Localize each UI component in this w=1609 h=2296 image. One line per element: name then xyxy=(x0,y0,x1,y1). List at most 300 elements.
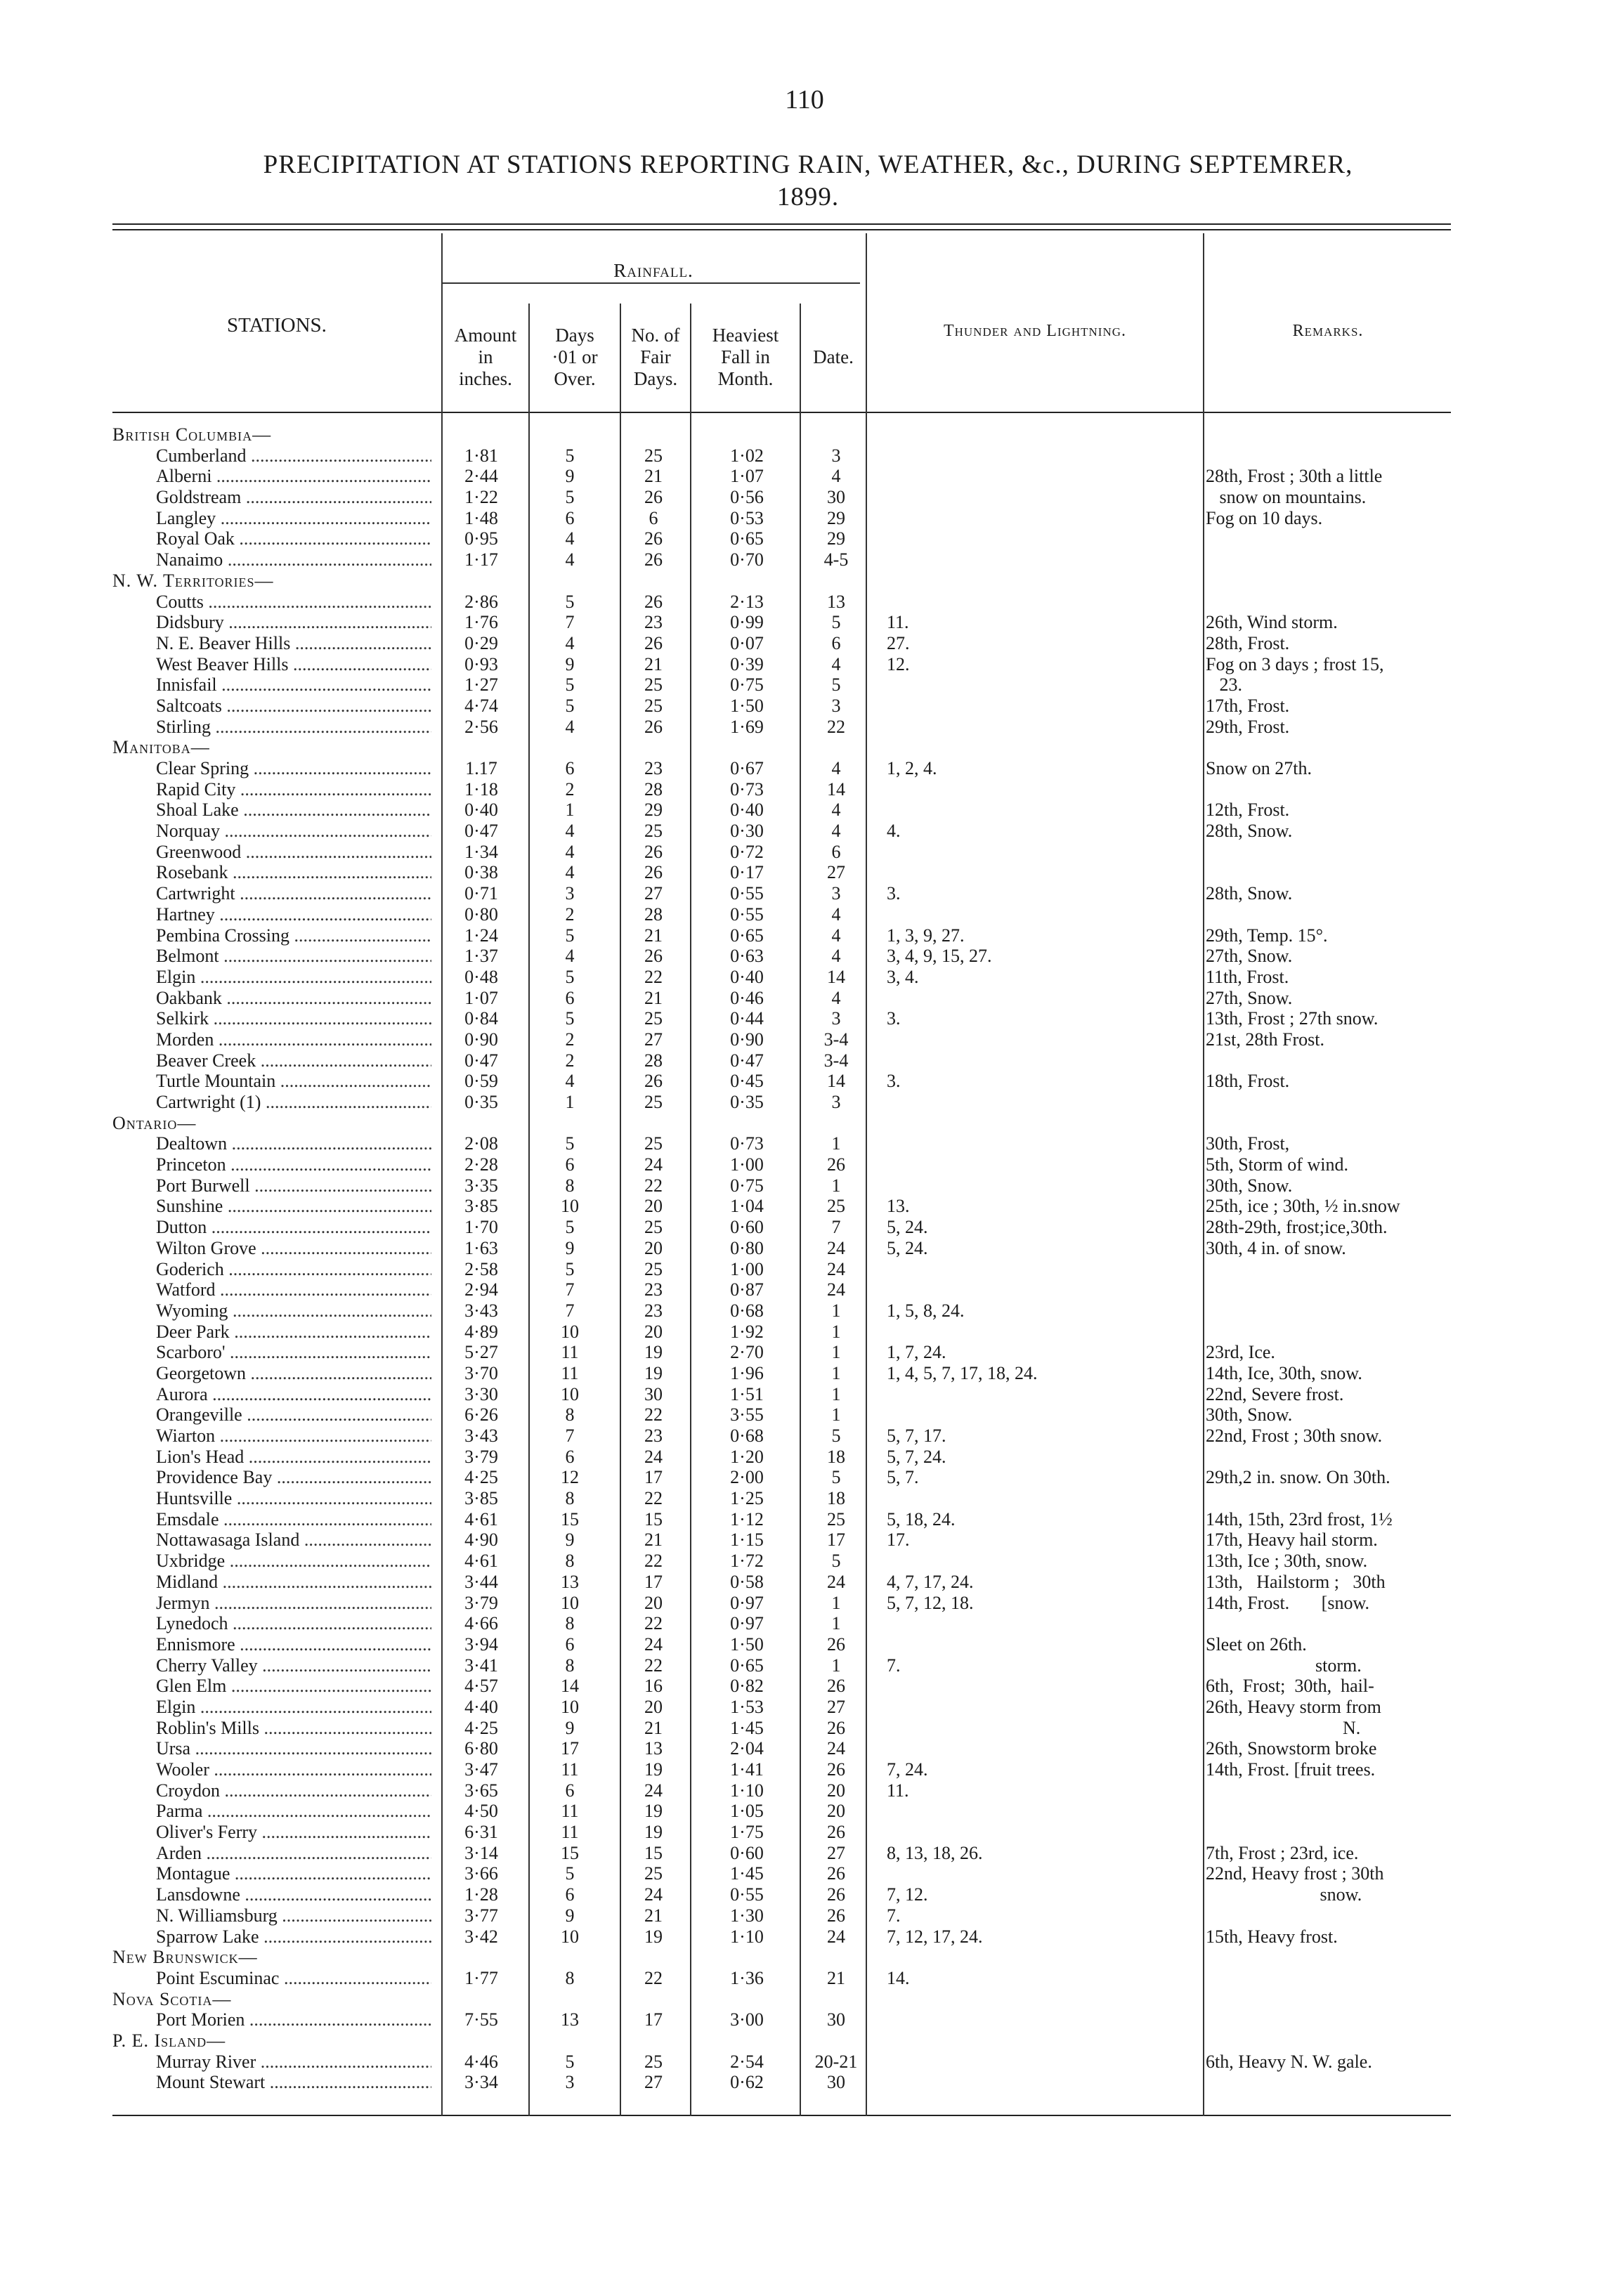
fair-days-cell: 25 xyxy=(644,445,663,466)
station-name: Glen Elm ..... xyxy=(156,1676,431,1697)
amount-cell: 0·35 xyxy=(464,1092,498,1112)
heaviest-fall-cell: 0·65 xyxy=(730,925,764,946)
fair-days-cell: 20 xyxy=(644,1237,663,1258)
date-cell: 1 xyxy=(831,1592,841,1613)
fair-days-cell: 22 xyxy=(644,966,663,987)
table-row xyxy=(0,1426,1609,1447)
amount-cell: 1·34 xyxy=(464,841,498,862)
amount-cell: 1·17 xyxy=(464,549,498,570)
thunder-cell: 3. xyxy=(887,1008,901,1029)
table-row xyxy=(0,654,1609,675)
table-row xyxy=(0,1238,1609,1259)
station-name: Pembina Crossing ..... xyxy=(156,925,431,946)
days-cell: 4 xyxy=(565,632,575,653)
date-cell: 27 xyxy=(827,862,845,883)
station-name: Alberni ..... xyxy=(156,466,431,487)
header-days: Days ·01 or Over. xyxy=(552,325,598,389)
remarks-cell: 26th, Wind storm. xyxy=(1206,612,1338,633)
heaviest-fall-cell: 0·30 xyxy=(730,821,764,842)
station-name: Wilton Grove ..... xyxy=(156,1238,431,1259)
fair-days-cell: 29 xyxy=(644,800,663,821)
days-cell: 1 xyxy=(565,1092,575,1112)
table-row xyxy=(0,883,1609,904)
heaviest-fall-cell: 1·02 xyxy=(730,445,764,466)
heaviest-fall-cell: 2·70 xyxy=(730,1342,764,1363)
heaviest-fall-cell: 1·04 xyxy=(730,1196,764,1217)
fair-days-cell: 16 xyxy=(644,1676,663,1697)
amount-cell: 0·47 xyxy=(464,821,498,842)
days-cell: 10 xyxy=(561,1696,579,1717)
remarks-cell: 22nd, Frost ; 30th snow. xyxy=(1206,1426,1383,1446)
date-cell: 7 xyxy=(831,1217,841,1238)
remarks-cell: 26th, Heavy storm from xyxy=(1206,1696,1381,1717)
amount-cell: 2·28 xyxy=(464,1154,498,1175)
station-name: Georgetown ..... xyxy=(156,1363,431,1384)
amount-cell: 2·08 xyxy=(464,1133,498,1154)
date-cell: 1 xyxy=(831,1613,841,1634)
date-cell: 5 xyxy=(831,674,841,696)
heaviest-fall-cell: 0·67 xyxy=(730,758,764,778)
amount-cell: 0·90 xyxy=(464,1029,498,1050)
station-name: Lansdowne ..... xyxy=(156,1884,431,1905)
table-row xyxy=(0,800,1609,821)
station-name: Providence Bay ..... xyxy=(156,1467,431,1488)
heaviest-fall-cell: 0·45 xyxy=(730,1071,764,1092)
days-cell: 3 xyxy=(565,2072,575,2093)
days-cell: 5 xyxy=(565,487,575,508)
fair-days-cell: 26 xyxy=(644,862,663,883)
table-row xyxy=(0,1551,1609,1572)
amount-cell: 2·44 xyxy=(464,466,498,487)
remarks-cell: 23rd, Ice. xyxy=(1206,1342,1275,1363)
remarks-cell: 17th, Frost. xyxy=(1206,695,1290,716)
header-fair-days: No. of Fair Days. xyxy=(631,325,680,389)
province-name: Manitoba— xyxy=(112,737,210,758)
days-cell: 10 xyxy=(561,1926,579,1947)
province-name: British Columbia— xyxy=(112,424,272,445)
thunder-cell: 12. xyxy=(887,653,910,674)
days-cell: 8 xyxy=(565,1404,575,1426)
date-cell: 1 xyxy=(831,1404,841,1426)
station-name: Belmont ..... xyxy=(156,946,431,967)
remarks-cell: 30th, 4 in. of snow. xyxy=(1206,1237,1346,1258)
date-cell: 5 xyxy=(831,1426,841,1446)
date-cell: 4 xyxy=(831,800,841,821)
date-cell: 5 xyxy=(831,612,841,633)
date-cell: 26 xyxy=(827,1905,845,1926)
table-row xyxy=(0,1572,1609,1593)
heaviest-fall-cell: 1·53 xyxy=(730,1696,764,1717)
table-row xyxy=(0,1822,1609,1843)
date-cell: 6 xyxy=(831,632,841,653)
table-row xyxy=(0,1529,1609,1551)
remarks-cell: 13th, Frost ; 27th snow. xyxy=(1206,1008,1379,1029)
fair-days-cell: 19 xyxy=(644,1822,663,1843)
table-row xyxy=(0,1404,1609,1426)
date-cell: 4 xyxy=(831,987,841,1008)
station-name: Ursa ..... xyxy=(156,1738,431,1759)
heaviest-fall-cell: 0·63 xyxy=(730,946,764,967)
heaviest-fall-cell: 1·10 xyxy=(730,1926,764,1947)
days-cell: 3 xyxy=(565,883,575,904)
heaviest-fall-cell: 0·56 xyxy=(730,487,764,508)
date-cell: 14 xyxy=(827,778,845,800)
station-name: Huntsville ..... xyxy=(156,1488,431,1509)
table-row xyxy=(0,904,1609,925)
amount-cell: 5·27 xyxy=(464,1342,498,1363)
fair-days-cell: 21 xyxy=(644,1905,663,1926)
station-name: Jermyn ..... xyxy=(156,1593,431,1614)
remarks-cell: snow on mountains. xyxy=(1206,487,1367,508)
amount-cell: 4·61 xyxy=(464,1508,498,1529)
amount-cell: 1·81 xyxy=(464,445,498,466)
station-name: Ennismore ..... xyxy=(156,1634,431,1655)
amount-cell: 2·94 xyxy=(464,1279,498,1300)
date-cell: 26 xyxy=(827,1884,845,1905)
amount-cell: 6·31 xyxy=(464,1822,498,1843)
remarks-cell: 5th, Storm of wind. xyxy=(1206,1154,1348,1175)
date-cell: 14 xyxy=(827,966,845,987)
station-name: Orangeville ..... xyxy=(156,1404,431,1426)
station-name: Deer Park ..... xyxy=(156,1322,431,1343)
province-name: Nova Scotia— xyxy=(112,1988,232,2009)
date-cell: 26 xyxy=(827,1822,845,1843)
heaviest-fall-cell: 1·50 xyxy=(730,1633,764,1655)
heaviest-fall-cell: 0·55 xyxy=(730,904,764,925)
table-row xyxy=(0,1050,1609,1071)
days-cell: 6 xyxy=(565,1780,575,1801)
fair-days-cell: 21 xyxy=(644,1717,663,1738)
thunder-cell: 7. xyxy=(887,1905,901,1926)
remarks-cell: 27th, Snow. xyxy=(1206,987,1293,1008)
heaviest-fall-cell: 0·97 xyxy=(730,1592,764,1613)
table-row xyxy=(0,1467,1609,1488)
table-row xyxy=(0,1884,1609,1905)
thunder-cell: 4, 7, 17, 24. xyxy=(887,1571,974,1592)
heaviest-fall-cell: 0·73 xyxy=(730,778,764,800)
remarks-cell: 25th, ice ; 30th, ½ in.snow xyxy=(1206,1196,1400,1217)
date-cell: 29 xyxy=(827,528,845,549)
fair-days-cell: 26 xyxy=(644,841,663,862)
amount-cell: 1·24 xyxy=(464,925,498,946)
station-name: Emsdale ..... xyxy=(156,1509,431,1530)
page-title xyxy=(105,149,1511,214)
table-row xyxy=(0,674,1609,696)
station-name: Roblin's Mills ..... xyxy=(156,1718,431,1739)
days-cell: 9 xyxy=(565,1905,575,1926)
amount-cell: 1·07 xyxy=(464,987,498,1008)
table-row xyxy=(0,592,1609,613)
days-cell: 6 xyxy=(565,1154,575,1175)
fair-days-cell: 19 xyxy=(644,1759,663,1780)
days-cell: 13 xyxy=(561,1571,579,1592)
fair-days-cell: 19 xyxy=(644,1342,663,1363)
station-name: Cumberland ..... xyxy=(156,445,431,467)
fair-days-cell: 27 xyxy=(644,1029,663,1050)
days-cell: 6 xyxy=(565,1633,575,1655)
date-cell: 26 xyxy=(827,1717,845,1738)
table-row xyxy=(0,925,1609,946)
thunder-cell: 5, 24. xyxy=(887,1217,928,1238)
fair-days-cell: 22 xyxy=(644,1613,663,1634)
station-name: Dealtown ..... xyxy=(156,1133,431,1154)
table-row xyxy=(0,1384,1609,1405)
header-stations: STATIONS. xyxy=(227,314,327,337)
thunder-cell: 1, 3, 9, 27. xyxy=(887,925,965,946)
station-name: Lynedoch ..... xyxy=(156,1613,431,1634)
fair-days-cell: 25 xyxy=(644,695,663,716)
amount-cell: 2·58 xyxy=(464,1258,498,1279)
station-name: Aurora ..... xyxy=(156,1384,431,1405)
amount-cell: 1.17 xyxy=(465,758,497,778)
days-cell: 6 xyxy=(565,1446,575,1467)
fair-days-cell: 28 xyxy=(644,904,663,925)
station-name: Innisfail ..... xyxy=(156,674,431,696)
table-row xyxy=(0,1738,1609,1759)
table-row xyxy=(0,1718,1609,1739)
table-row xyxy=(0,1029,1609,1050)
station-name: Clear Spring ..... xyxy=(156,758,431,779)
heaviest-fall-cell: 2·54 xyxy=(730,2051,764,2072)
province-heading-row xyxy=(0,737,1609,758)
date-cell: 5 xyxy=(831,1551,841,1572)
days-cell: 8 xyxy=(565,1551,575,1572)
thunder-cell: 7. xyxy=(887,1655,901,1676)
table-row xyxy=(0,842,1609,863)
table-row xyxy=(0,1363,1609,1384)
heaviest-fall-cell: 1·05 xyxy=(730,1801,764,1822)
remarks-cell: 14th, Frost. [fruit trees. xyxy=(1206,1759,1376,1780)
date-cell: 3-4 xyxy=(823,1029,849,1050)
station-name: Mount Stewart ..... xyxy=(156,2072,431,2093)
remarks-cell: 22nd, Severe frost. xyxy=(1206,1383,1344,1404)
fair-days-cell: 19 xyxy=(644,1362,663,1383)
date-cell: 4 xyxy=(831,653,841,674)
fair-days-cell: 20 xyxy=(644,1696,663,1717)
fair-days-cell: 22 xyxy=(644,1175,663,1196)
remarks-cell: 18th, Frost. xyxy=(1206,1071,1290,1092)
days-cell: 9 xyxy=(565,466,575,487)
fair-days-cell: 26 xyxy=(644,487,663,508)
station-name: Cartwright ..... xyxy=(156,883,431,904)
heaviest-fall-cell: 3·55 xyxy=(730,1404,764,1426)
province-heading-row xyxy=(0,1989,1609,2010)
fair-days-cell: 22 xyxy=(644,1404,663,1426)
table-row xyxy=(0,1322,1609,1343)
heaviest-fall-cell: 0·68 xyxy=(730,1300,764,1321)
amount-cell: 1·18 xyxy=(464,778,498,800)
heaviest-fall-cell: 1·92 xyxy=(730,1321,764,1342)
province-name: P. E. Island— xyxy=(112,2030,226,2051)
remarks-cell: 14th, 15th, 23rd frost, 1½ xyxy=(1206,1508,1393,1529)
fair-days-cell: 23 xyxy=(644,1300,663,1321)
station-name: Parma ..... xyxy=(156,1801,431,1822)
fair-days-cell: 17 xyxy=(644,2009,663,2030)
date-cell: 27 xyxy=(827,1842,845,1863)
date-cell: 1 xyxy=(831,1300,841,1321)
station-name: N. E. Beaver Hills ..... xyxy=(156,633,431,654)
table-row xyxy=(0,988,1609,1009)
fair-days-cell: 24 xyxy=(644,1446,663,1467)
remarks-cell: 13th, Hailstorm ; 30th xyxy=(1206,1571,1386,1592)
remarks-cell: storm. xyxy=(1206,1655,1362,1676)
fair-days-cell: 26 xyxy=(644,549,663,570)
date-cell: 3 xyxy=(831,445,841,466)
table-row xyxy=(0,1300,1609,1322)
date-cell: 1 xyxy=(831,1383,841,1404)
thunder-cell: 5, 7, 12, 18. xyxy=(887,1592,974,1613)
header-amount: Amount in inches. xyxy=(454,325,517,389)
heaviest-fall-cell: 0·55 xyxy=(730,883,764,904)
days-cell: 8 xyxy=(565,1655,575,1676)
thunder-cell: 27. xyxy=(887,632,910,653)
date-cell: 5 xyxy=(831,1467,841,1488)
heaviest-fall-cell: 1·36 xyxy=(730,1967,764,1988)
fair-days-cell: 26 xyxy=(644,591,663,612)
remarks-cell: Snow on 27th. xyxy=(1206,758,1312,778)
province-name: Ontario— xyxy=(112,1112,197,1133)
days-cell: 5 xyxy=(565,1258,575,1279)
heaviest-fall-cell: 1·30 xyxy=(730,1905,764,1926)
station-name: Arden ..... xyxy=(156,1843,431,1864)
date-cell: 25 xyxy=(827,1196,845,1217)
date-cell: 24 xyxy=(827,1237,845,1258)
heaviest-fall-cell: 0·55 xyxy=(730,1884,764,1905)
heaviest-fall-cell: 0·07 xyxy=(730,632,764,653)
remarks-cell: 30th, Snow. xyxy=(1206,1175,1293,1196)
date-cell: 4 xyxy=(831,821,841,842)
station-name: Elgin ..... xyxy=(156,1697,431,1718)
fair-days-cell: 24 xyxy=(644,1633,663,1655)
station-name: West Beaver Hills ..... xyxy=(156,654,431,675)
table-row xyxy=(0,508,1609,529)
table-body xyxy=(0,424,1609,2093)
table-row xyxy=(0,1926,1609,1948)
thunder-cell: 5, 24. xyxy=(887,1237,928,1258)
days-cell: 7 xyxy=(565,1279,575,1300)
days-cell: 17 xyxy=(561,1738,579,1759)
remarks-cell: 6th, Frost; 30th, hail- xyxy=(1206,1676,1374,1697)
date-cell: 20 xyxy=(827,1780,845,1801)
heaviest-fall-cell: 2·13 xyxy=(730,591,764,612)
heaviest-fall-cell: 1·45 xyxy=(730,1717,764,1738)
heaviest-fall-cell: 1·41 xyxy=(730,1759,764,1780)
table-row xyxy=(0,1217,1609,1238)
date-cell: 4 xyxy=(831,466,841,487)
station-name: Goderich ..... xyxy=(156,1259,431,1280)
heaviest-fall-cell: 1·00 xyxy=(730,1154,764,1175)
amount-cell: 3·65 xyxy=(464,1780,498,1801)
thunder-cell: 1, 2, 4. xyxy=(887,758,937,778)
days-cell: 5 xyxy=(565,1133,575,1154)
station-name: Stirling ..... xyxy=(156,717,431,738)
province-name: New Brunswick— xyxy=(112,1947,258,1968)
header-date: Date. xyxy=(813,346,854,367)
days-cell: 4 xyxy=(565,946,575,967)
fair-days-cell: 17 xyxy=(644,1571,663,1592)
amount-cell: 4·25 xyxy=(464,1467,498,1488)
station-name: Royal Oak ..... xyxy=(156,528,431,549)
date-cell: 29 xyxy=(827,507,845,528)
table-row xyxy=(0,1968,1609,1989)
table-row xyxy=(0,1634,1609,1655)
thunder-cell: 7, 24. xyxy=(887,1759,928,1780)
amount-cell: 1·70 xyxy=(464,1217,498,1238)
amount-cell: 0·47 xyxy=(464,1050,498,1071)
title-line-1: PRECIPITATION AT STATIONS REPORTING RAIN, WEATHER, &c., DURING SEPTEMRER, xyxy=(263,150,1353,179)
days-cell: 7 xyxy=(565,1426,575,1446)
heaviest-fall-cell: 0·60 xyxy=(730,1842,764,1863)
heaviest-fall-cell: 1·75 xyxy=(730,1822,764,1843)
fair-days-cell: 23 xyxy=(644,1426,663,1446)
fair-days-cell: 30 xyxy=(644,1383,663,1404)
days-cell: 6 xyxy=(565,758,575,778)
table-row xyxy=(0,1905,1609,1926)
fair-days-cell: 26 xyxy=(644,632,663,653)
days-cell: 2 xyxy=(565,1050,575,1071)
date-cell: 4 xyxy=(831,946,841,967)
amount-cell: 4·61 xyxy=(464,1551,498,1572)
amount-cell: 1·76 xyxy=(464,612,498,633)
heaviest-fall-cell: 1·07 xyxy=(730,466,764,487)
remarks-cell: N. xyxy=(1206,1717,1361,1738)
date-cell: 26 xyxy=(827,1759,845,1780)
remarks-cell: 11th, Frost. xyxy=(1206,966,1289,987)
heaviest-fall-cell: 0·72 xyxy=(730,841,764,862)
table-row xyxy=(0,1154,1609,1175)
days-cell: 5 xyxy=(565,591,575,612)
remarks-cell: 12th, Frost. xyxy=(1206,800,1290,821)
amount-cell: 4·90 xyxy=(464,1529,498,1551)
remarks-cell: 29th, Frost. xyxy=(1206,716,1290,737)
province-heading-row xyxy=(0,570,1609,592)
table-row xyxy=(0,633,1609,654)
date-cell: 24 xyxy=(827,1279,845,1300)
days-cell: 5 xyxy=(565,966,575,987)
fair-days-cell: 24 xyxy=(644,1884,663,1905)
heaviest-fall-cell: 1·25 xyxy=(730,1488,764,1509)
fair-days-cell: 25 xyxy=(644,2051,663,2072)
station-name: Watford ..... xyxy=(156,1279,431,1300)
heaviest-fall-cell: 0·47 xyxy=(730,1050,764,1071)
days-cell: 15 xyxy=(561,1508,579,1529)
fair-days-cell: 21 xyxy=(644,1529,663,1551)
heaviest-fall-cell: 1·69 xyxy=(730,716,764,737)
fair-days-cell: 23 xyxy=(644,1279,663,1300)
station-name: Wiarton ..... xyxy=(156,1426,431,1447)
province-heading-row xyxy=(0,424,1609,445)
station-name: Greenwood ..... xyxy=(156,842,431,863)
days-cell: 5 xyxy=(565,445,575,466)
remarks-cell: 21st, 28th Frost. xyxy=(1206,1029,1325,1050)
amount-cell: 0·71 xyxy=(464,883,498,904)
amount-cell: 3·35 xyxy=(464,1175,498,1196)
days-cell: 2 xyxy=(565,904,575,925)
thunder-cell: 17. xyxy=(887,1529,910,1551)
amount-cell: 3·43 xyxy=(464,1426,498,1446)
heaviest-fall-cell: 1·20 xyxy=(730,1446,764,1467)
date-cell: 4 xyxy=(831,925,841,946)
station-name: Port Morien ..... xyxy=(156,2009,431,2030)
table-row xyxy=(0,2052,1609,2073)
date-cell: 3 xyxy=(831,695,841,716)
date-cell: 30 xyxy=(827,2072,845,2093)
station-name: Selkirk ..... xyxy=(156,1008,431,1029)
days-cell: 11 xyxy=(561,1362,579,1383)
amount-cell: 3·34 xyxy=(464,2072,498,2093)
table-row xyxy=(0,946,1609,967)
thunder-cell: 13. xyxy=(887,1196,910,1217)
